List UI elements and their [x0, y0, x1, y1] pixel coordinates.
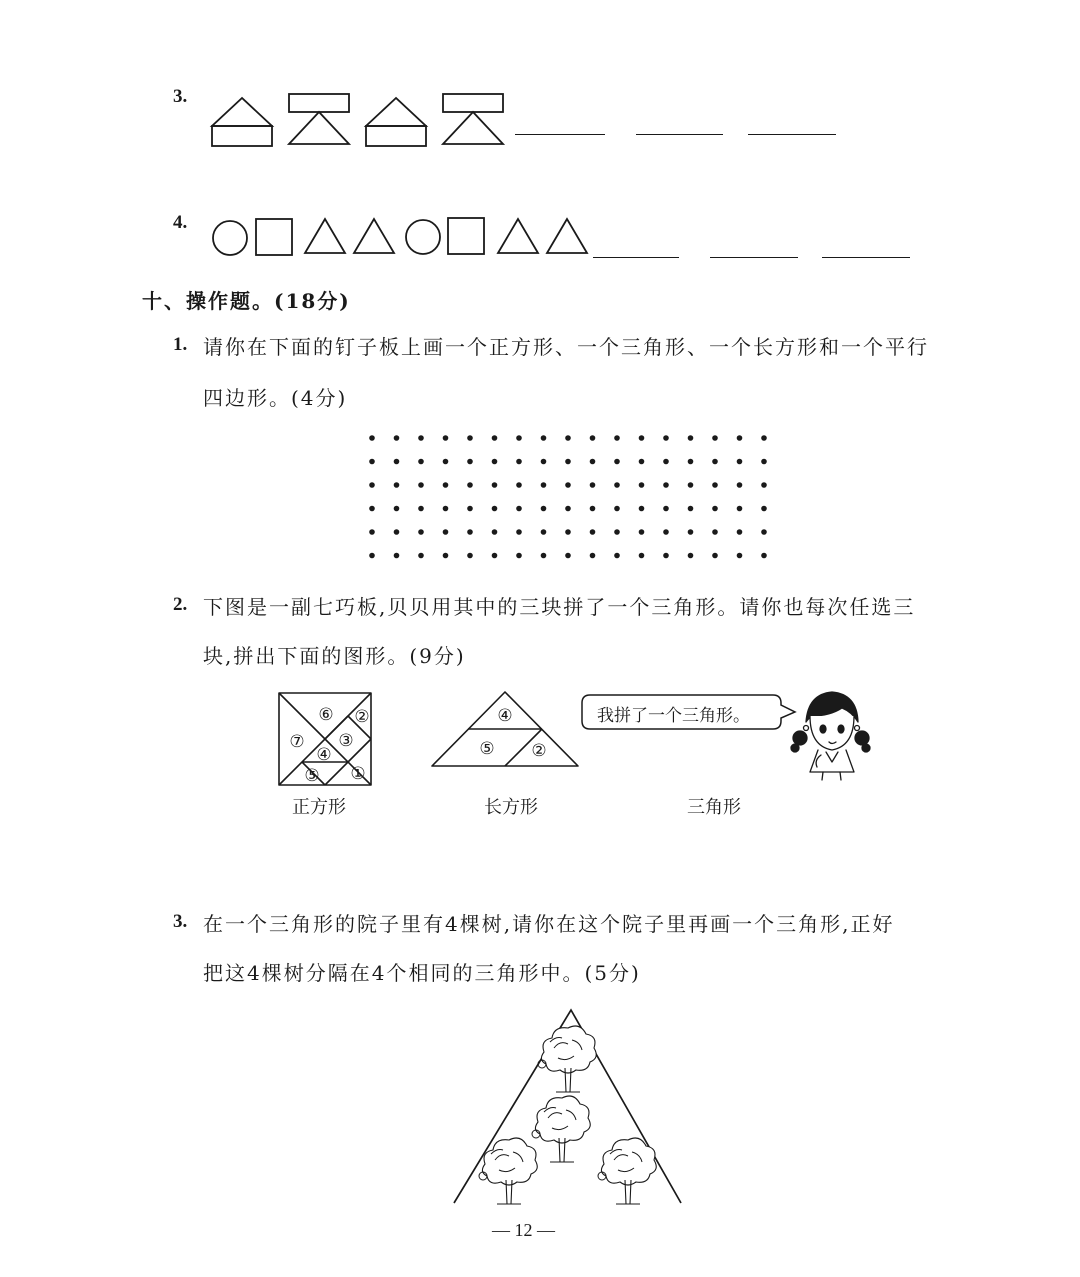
tree-icon — [598, 1138, 656, 1204]
speech-text: 我拼了一个三角形。 — [597, 706, 750, 726]
figure-caption: 长方形 — [484, 797, 538, 818]
question-number: 3. — [173, 911, 188, 932]
figure-caption: 三角形 — [687, 797, 741, 818]
question-number: 1. — [173, 334, 188, 355]
question-text: 在一个三角形的院子里有4棵树,请你在这个院子里再画一个三角形,正好 — [203, 912, 895, 936]
piece-label: ⑤ — [304, 766, 320, 786]
figure-caption: 正方形 — [292, 797, 346, 818]
question-number: 2. — [173, 594, 188, 615]
piece-label: ④ — [497, 706, 513, 726]
piece-label: ④ — [316, 745, 332, 765]
question-number: 4. — [173, 212, 188, 233]
section-heading: 十、操作题。(18分) — [142, 289, 351, 313]
piece-label: ① — [350, 764, 366, 784]
question-text: 四边形。(4分) — [203, 386, 348, 410]
piece-label: ⑥ — [318, 705, 334, 725]
tree-icon — [538, 1026, 596, 1092]
page-number: — 12 — — [492, 1220, 555, 1240]
question-text: 请你在下面的钉子板上画一个正方形、一个三角形、一个长方形和一个平行 — [203, 335, 929, 359]
piece-label: ② — [531, 741, 547, 761]
question-text: 把这4棵树分隔在4个相同的三角形中。(5分) — [203, 961, 641, 985]
question-number: 3. — [173, 86, 188, 107]
piece-label: ③ — [338, 731, 354, 751]
piece-label: ⑤ — [479, 739, 495, 759]
question-text: 块,拼出下面的图形。(9分) — [203, 644, 466, 668]
tree-icon — [532, 1096, 590, 1162]
question-text: 下图是一副七巧板,贝贝用其中的三块拼了一个三角形。请你也每次任选三 — [203, 595, 916, 619]
piece-label: ② — [354, 707, 370, 727]
piece-label: ⑦ — [289, 732, 305, 752]
